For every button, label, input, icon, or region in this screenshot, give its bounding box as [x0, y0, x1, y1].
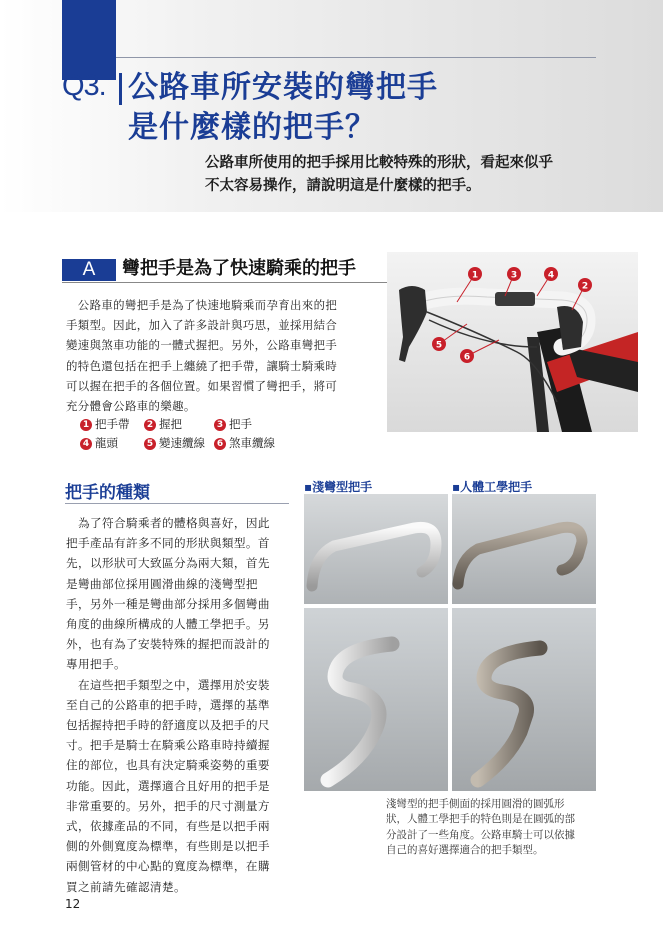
- body-line: 把手產品有許多不同的形狀與類型。首: [66, 536, 270, 551]
- ergonomic-bar-label: ▪人體工學把手: [452, 480, 533, 494]
- question-title: [128, 68, 438, 148]
- body-line: 在這些把手類型之中，選擇用於安裝: [66, 677, 270, 692]
- number-marker-icon: 1: [80, 419, 92, 431]
- legend-item: [80, 434, 144, 453]
- shallow-bar-label: ▪淺彎型把手: [304, 480, 373, 494]
- body-line: 變速與煞車功能的一體式握把。另外，公路車彎把手: [66, 338, 338, 353]
- body-line: 手類型。因此，加入了許多設計與巧思，並採用結合: [66, 318, 338, 333]
- photo-marker-2: [578, 278, 592, 292]
- question-divider: [119, 73, 122, 105]
- marker-number: 1: [471, 270, 479, 281]
- section-rule: [65, 503, 289, 504]
- body-line: 至自己的公路車的把手時，選擇的基準: [66, 697, 270, 712]
- body-line: 買之前請先確認清楚。: [66, 879, 186, 894]
- marker-number: 3: [510, 270, 518, 281]
- body-line: 可以握在把手的各個位置。如果習慣了彎把手，將可: [66, 378, 338, 393]
- body-line: 角度的曲線所構成的人體工學把手。另: [66, 617, 270, 632]
- intro-line: 不太容易操作，請說明這是什麼樣的把手。: [205, 178, 481, 194]
- title-line: 是什麼樣的把手？: [128, 110, 376, 145]
- photo-marker-1: [468, 267, 482, 281]
- photo-marker-5: [432, 337, 446, 351]
- body-line: 功能。因此，選擇適合且好用的把手是: [66, 778, 270, 793]
- handlebar-photo: [387, 252, 638, 432]
- number-marker-icon: 5: [144, 438, 156, 450]
- ergonomic-bar-top-photo: [452, 494, 596, 604]
- answer-rule: [62, 282, 387, 283]
- legend-item: [80, 415, 144, 434]
- legend-item: [214, 415, 252, 434]
- legend-item: [214, 434, 275, 453]
- legend-label: 把手: [229, 417, 252, 431]
- number-marker-icon: 4: [80, 438, 92, 450]
- body-line: 寸。把手是騎士在騎乘公路車時持續握: [66, 738, 270, 753]
- caption-line: 淺彎型的把手側面的採用圓滑的圓弧形: [386, 798, 565, 810]
- body-line: 非常重要的。另外，把手的尺寸測量方: [66, 798, 270, 813]
- section-title: 把手的種類: [65, 483, 150, 503]
- number-marker-icon: 2: [144, 419, 156, 431]
- caption-line: 狀，人體工學把手的特色則是在圓弧的部: [386, 813, 575, 826]
- legend-label: 龍頭: [95, 436, 118, 450]
- marker-number: 4: [547, 270, 555, 281]
- caption-line: 自己的喜好選擇適合的把手類型。: [386, 844, 544, 857]
- page-number: 12: [65, 897, 81, 911]
- question-number: Q3.: [62, 70, 106, 102]
- photo-caption: [386, 797, 611, 859]
- shallow-bar-side-photo: [304, 608, 448, 791]
- header-rule: [116, 57, 596, 58]
- number-marker-icon: 3: [214, 419, 226, 431]
- legend-label: 把手帶: [95, 417, 130, 431]
- caption-line: 分設計了一些角度。公路車騎士可以依據: [386, 828, 575, 841]
- ergonomic-bar-side-photo: [452, 608, 596, 791]
- shallow-bar-top-photo: [304, 494, 448, 604]
- answer-body: [66, 295, 337, 416]
- intro-line: 公路車所使用的把手採用比較特殊的形狀，看起來似乎: [205, 155, 553, 171]
- title-line: 公路車所安裝的彎把手: [128, 70, 438, 105]
- question-intro: [205, 152, 553, 198]
- answer-label: A: [62, 259, 116, 281]
- body-line: 公路車的彎把手是為了快速地騎乘而孕育出來的把: [66, 298, 338, 312]
- legend-label: 煞車纜線: [229, 436, 275, 450]
- answer-title: 彎把手是為了快速騎乘的把手: [122, 258, 356, 279]
- header-accent-strip: [62, 0, 116, 80]
- legend-label: 變速纜線: [159, 436, 205, 450]
- body-line: 包括握持把手時的舒適度以及把手的尺: [66, 718, 270, 733]
- body-line: 住的部位，也具有決定騎乘姿勢的重要: [66, 758, 270, 773]
- number-marker-icon: 6: [214, 438, 226, 450]
- body-line: 的特色還包括在把手上纏繞了把手帶，讓騎士騎乘時: [66, 358, 338, 373]
- legend-label: 握把: [159, 417, 182, 431]
- parts-legend: [80, 415, 275, 453]
- photo-marker-6: [460, 349, 474, 363]
- body-line: 先，以形狀可大致區分為兩大類，首先: [66, 556, 270, 571]
- body-line: 為了符合騎乘者的體格與喜好，因此: [66, 516, 270, 530]
- body-line: 充分體會公路車的樂趣。: [66, 399, 196, 414]
- body-line: 側的外側寬度為標準，有些則是以把手: [66, 839, 270, 854]
- body-line: 手，另外一種是彎曲部分採用多個彎曲: [66, 596, 270, 611]
- body-line: 是彎曲部位採用圓滑曲線的淺彎型把: [66, 576, 258, 591]
- body-line: 外，也有為了安裝特殊的握把而設計的: [66, 637, 270, 652]
- marker-number: 6: [463, 352, 471, 363]
- body-line: 兩側管材的中心點的寬度為標準，在購: [66, 859, 270, 874]
- marker-number: 2: [581, 281, 589, 292]
- body-line: 專用把手。: [66, 657, 126, 672]
- marker-number: 5: [435, 340, 443, 351]
- photo-marker-4: [544, 267, 558, 281]
- body-line: 式，依據產品的不同，有些是以把手兩: [66, 819, 270, 834]
- photo-marker-3: [507, 267, 521, 281]
- legend-item: [144, 415, 214, 434]
- legend-item: [144, 434, 214, 453]
- types-body: [66, 513, 270, 897]
